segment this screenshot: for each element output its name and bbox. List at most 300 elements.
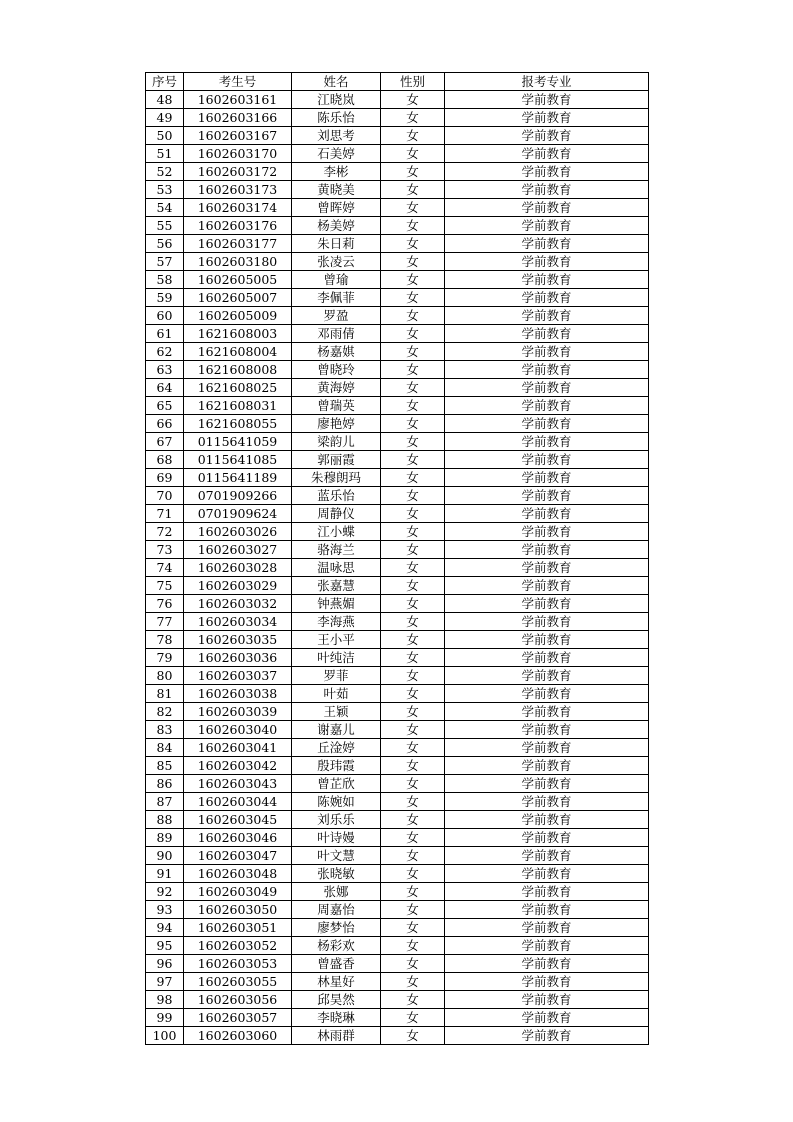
cell-major: 学前教育 [445,919,649,937]
cell-name: 骆海兰 [292,541,381,559]
cell-gender: 女 [381,991,445,1009]
cell-gender: 女 [381,415,445,433]
cell-name: 曾晖婷 [292,199,381,217]
cell-serial: 83 [146,721,184,739]
cell-serial: 87 [146,793,184,811]
cell-name: 廖艳婷 [292,415,381,433]
table-row [146,919,649,937]
cell-major: 学前教育 [445,793,649,811]
cell-major: 学前教育 [445,253,649,271]
cell-exam-id: 1602603052 [184,937,292,955]
cell-serial: 54 [146,199,184,217]
cell-serial: 84 [146,739,184,757]
cell-name: 黄晓美 [292,181,381,199]
table-row [146,217,649,235]
cell-exam-id: 1602603053 [184,955,292,973]
table-row [146,397,649,415]
cell-name: 廖梦怡 [292,919,381,937]
table-row [146,109,649,127]
cell-major: 学前教育 [445,415,649,433]
cell-exam-id: 1602603167 [184,127,292,145]
table-row [146,703,649,721]
cell-exam-id: 1602603027 [184,541,292,559]
cell-serial: 67 [146,433,184,451]
cell-major: 学前教育 [445,541,649,559]
cell-serial: 50 [146,127,184,145]
enrollment-table [145,72,649,1045]
cell-name: 曾瑜 [292,271,381,289]
cell-name: 张凌云 [292,253,381,271]
cell-name: 王颖 [292,703,381,721]
cell-gender: 女 [381,829,445,847]
cell-gender: 女 [381,595,445,613]
cell-name: 张晓敏 [292,865,381,883]
cell-major: 学前教育 [445,883,649,901]
cell-name: 杨彩欢 [292,937,381,955]
cell-major: 学前教育 [445,667,649,685]
cell-gender: 女 [381,289,445,307]
cell-serial: 82 [146,703,184,721]
cell-major: 学前教育 [445,901,649,919]
cell-exam-id: 0115641085 [184,451,292,469]
cell-gender: 女 [381,559,445,577]
table-row [146,937,649,955]
cell-exam-id: 1602603172 [184,163,292,181]
table-row [146,271,649,289]
cell-exam-id: 1602603026 [184,523,292,541]
cell-exam-id: 1602603029 [184,577,292,595]
cell-major: 学前教育 [445,163,649,181]
cell-exam-id: 1602603034 [184,613,292,631]
cell-exam-id: 1602603177 [184,235,292,253]
table-row [146,973,649,991]
cell-exam-id: 0701909624 [184,505,292,523]
cell-major: 学前教育 [445,595,649,613]
cell-exam-id: 1602603173 [184,181,292,199]
cell-gender: 女 [381,271,445,289]
cell-gender: 女 [381,91,445,109]
cell-name: 邓雨倩 [292,325,381,343]
cell-name: 叶诗嫚 [292,829,381,847]
cell-exam-id: 1602603180 [184,253,292,271]
cell-major: 学前教育 [445,505,649,523]
cell-serial: 51 [146,145,184,163]
cell-gender: 女 [381,667,445,685]
cell-major: 学前教育 [445,973,649,991]
cell-name: 张娜 [292,883,381,901]
cell-name: 王小平 [292,631,381,649]
cell-major: 学前教育 [445,577,649,595]
cell-serial: 56 [146,235,184,253]
cell-serial: 96 [146,955,184,973]
cell-major: 学前教育 [445,739,649,757]
cell-serial: 95 [146,937,184,955]
cell-major: 学前教育 [445,811,649,829]
table-row [146,793,649,811]
cell-gender: 女 [381,217,445,235]
cell-major: 学前教育 [445,613,649,631]
cell-exam-id: 1602603174 [184,199,292,217]
cell-name: 林星好 [292,973,381,991]
header-major: 报考专业 [445,73,649,91]
table-row [146,613,649,631]
cell-exam-id: 1621608025 [184,379,292,397]
table-row [146,415,649,433]
cell-gender: 女 [381,343,445,361]
cell-name: 叶茹 [292,685,381,703]
cell-name: 朱日莉 [292,235,381,253]
table-row [146,559,649,577]
cell-exam-id: 1602603042 [184,757,292,775]
cell-major: 学前教育 [445,325,649,343]
cell-gender: 女 [381,181,445,199]
table-row [146,145,649,163]
cell-major: 学前教育 [445,145,649,163]
cell-serial: 80 [146,667,184,685]
cell-serial: 60 [146,307,184,325]
cell-name: 杨美婷 [292,217,381,235]
cell-gender: 女 [381,469,445,487]
cell-gender: 女 [381,253,445,271]
table-row [146,649,649,667]
table-row [146,847,649,865]
cell-gender: 女 [381,145,445,163]
cell-name: 江小蝶 [292,523,381,541]
cell-major: 学前教育 [445,451,649,469]
cell-gender: 女 [381,505,445,523]
cell-exam-id: 1602603161 [184,91,292,109]
table-row [146,253,649,271]
table-row [146,325,649,343]
cell-gender: 女 [381,919,445,937]
cell-name: 殷玮霞 [292,757,381,775]
cell-name: 李彬 [292,163,381,181]
cell-gender: 女 [381,757,445,775]
table-row [146,307,649,325]
cell-exam-id: 1621608008 [184,361,292,379]
cell-exam-id: 1602603035 [184,631,292,649]
table-row [146,235,649,253]
cell-gender: 女 [381,541,445,559]
cell-name: 罗菲 [292,667,381,685]
table-row [146,901,649,919]
cell-name: 曾盛香 [292,955,381,973]
cell-gender: 女 [381,523,445,541]
cell-major: 学前教育 [445,757,649,775]
cell-exam-id: 1602603043 [184,775,292,793]
cell-major: 学前教育 [445,955,649,973]
cell-serial: 81 [146,685,184,703]
table-row [146,757,649,775]
cell-major: 学前教育 [445,235,649,253]
cell-serial: 48 [146,91,184,109]
cell-serial: 74 [146,559,184,577]
table-row [146,181,649,199]
cell-gender: 女 [381,199,445,217]
table-row [146,883,649,901]
cell-exam-id: 0115641189 [184,469,292,487]
header-gender: 性别 [381,73,445,91]
cell-name: 江晓岚 [292,91,381,109]
cell-major: 学前教育 [445,721,649,739]
table-row [146,1009,649,1027]
cell-serial: 66 [146,415,184,433]
cell-serial: 55 [146,217,184,235]
cell-major: 学前教育 [445,937,649,955]
cell-exam-id: 1602603040 [184,721,292,739]
table-row [146,523,649,541]
cell-major: 学前教育 [445,703,649,721]
table-row [146,829,649,847]
cell-exam-id: 1602603050 [184,901,292,919]
cell-gender: 女 [381,847,445,865]
cell-name: 温咏思 [292,559,381,577]
table-row [146,91,649,109]
cell-exam-id: 1621608031 [184,397,292,415]
table-row [146,577,649,595]
cell-serial: 85 [146,757,184,775]
cell-name: 石美婷 [292,145,381,163]
document-sheet [145,72,648,1045]
cell-major: 学前教育 [445,379,649,397]
cell-exam-id: 1602603036 [184,649,292,667]
cell-name: 梁韵儿 [292,433,381,451]
cell-major: 学前教育 [445,469,649,487]
cell-serial: 88 [146,811,184,829]
cell-serial: 52 [146,163,184,181]
cell-name: 周嘉怡 [292,901,381,919]
table-row [146,811,649,829]
cell-gender: 女 [381,811,445,829]
header-exam-id: 考生号 [184,73,292,91]
cell-gender: 女 [381,793,445,811]
table-row [146,379,649,397]
cell-major: 学前教育 [445,397,649,415]
cell-serial: 68 [146,451,184,469]
cell-serial: 61 [146,325,184,343]
cell-major: 学前教育 [445,199,649,217]
cell-major: 学前教育 [445,181,649,199]
cell-major: 学前教育 [445,487,649,505]
table-row [146,433,649,451]
cell-name: 罗盈 [292,307,381,325]
cell-gender: 女 [381,685,445,703]
cell-serial: 71 [146,505,184,523]
cell-exam-id: 1602603039 [184,703,292,721]
cell-name: 陈婉如 [292,793,381,811]
cell-name: 曾瑞英 [292,397,381,415]
cell-serial: 100 [146,1027,184,1045]
cell-serial: 53 [146,181,184,199]
table-row [146,991,649,1009]
cell-serial: 63 [146,361,184,379]
cell-serial: 58 [146,271,184,289]
cell-exam-id: 1602605005 [184,271,292,289]
cell-exam-id: 1602603049 [184,883,292,901]
table-row [146,289,649,307]
cell-serial: 62 [146,343,184,361]
cell-major: 学前教育 [445,217,649,235]
cell-name: 蓝乐怡 [292,487,381,505]
cell-exam-id: 1602603046 [184,829,292,847]
cell-gender: 女 [381,775,445,793]
header-name: 姓名 [292,73,381,91]
table-row [146,127,649,145]
cell-serial: 78 [146,631,184,649]
cell-gender: 女 [381,433,445,451]
cell-major: 学前教育 [445,91,649,109]
table-row [146,451,649,469]
table-row [146,343,649,361]
cell-major: 学前教育 [445,433,649,451]
cell-major: 学前教育 [445,271,649,289]
table-row [146,631,649,649]
cell-gender: 女 [381,649,445,667]
table-body [146,91,649,1045]
cell-exam-id: 1602603028 [184,559,292,577]
cell-exam-id: 1602603051 [184,919,292,937]
table-row [146,1027,649,1045]
cell-major: 学前教育 [445,559,649,577]
cell-exam-id: 1602603056 [184,991,292,1009]
table-row [146,469,649,487]
cell-major: 学前教育 [445,685,649,703]
cell-gender: 女 [381,883,445,901]
cell-major: 学前教育 [445,649,649,667]
cell-gender: 女 [381,307,445,325]
cell-name: 陈乐怡 [292,109,381,127]
table-row [146,865,649,883]
cell-major: 学前教育 [445,109,649,127]
cell-gender: 女 [381,577,445,595]
cell-serial: 69 [146,469,184,487]
cell-major: 学前教育 [445,1027,649,1045]
table-row [146,775,649,793]
cell-gender: 女 [381,631,445,649]
cell-serial: 93 [146,901,184,919]
cell-exam-id: 1602603060 [184,1027,292,1045]
cell-exam-id: 1602603032 [184,595,292,613]
cell-serial: 92 [146,883,184,901]
cell-gender: 女 [381,901,445,919]
cell-gender: 女 [381,865,445,883]
cell-serial: 76 [146,595,184,613]
cell-gender: 女 [381,451,445,469]
table-row [146,739,649,757]
cell-exam-id: 1602603037 [184,667,292,685]
cell-major: 学前教育 [445,847,649,865]
cell-name: 周静仪 [292,505,381,523]
cell-serial: 99 [146,1009,184,1027]
cell-major: 学前教育 [445,991,649,1009]
table-row [146,361,649,379]
cell-gender: 女 [381,739,445,757]
cell-major: 学前教育 [445,361,649,379]
cell-exam-id: 1602603047 [184,847,292,865]
header-row [146,73,649,91]
cell-serial: 97 [146,973,184,991]
cell-serial: 49 [146,109,184,127]
cell-serial: 75 [146,577,184,595]
cell-name: 郭丽霞 [292,451,381,469]
header-serial: 序号 [146,73,184,91]
cell-exam-id: 1602603055 [184,973,292,991]
cell-exam-id: 1602603048 [184,865,292,883]
cell-serial: 65 [146,397,184,415]
cell-exam-id: 1621608003 [184,325,292,343]
table-row [146,199,649,217]
cell-gender: 女 [381,127,445,145]
cell-serial: 64 [146,379,184,397]
cell-name: 杨嘉娸 [292,343,381,361]
cell-major: 学前教育 [445,127,649,145]
cell-name: 李佩菲 [292,289,381,307]
cell-major: 学前教育 [445,289,649,307]
cell-major: 学前教育 [445,775,649,793]
cell-exam-id: 1602603044 [184,793,292,811]
cell-serial: 91 [146,865,184,883]
cell-gender: 女 [381,721,445,739]
cell-name: 曾芷欣 [292,775,381,793]
cell-gender: 女 [381,937,445,955]
cell-gender: 女 [381,955,445,973]
cell-gender: 女 [381,325,445,343]
cell-major: 学前教育 [445,307,649,325]
cell-exam-id: 1602605009 [184,307,292,325]
cell-name: 李海燕 [292,613,381,631]
cell-serial: 79 [146,649,184,667]
cell-major: 学前教育 [445,1009,649,1027]
cell-exam-id: 1602603045 [184,811,292,829]
cell-name: 邱昊然 [292,991,381,1009]
cell-major: 学前教育 [445,343,649,361]
cell-name: 刘乐乐 [292,811,381,829]
cell-major: 学前教育 [445,523,649,541]
cell-name: 刘思考 [292,127,381,145]
cell-gender: 女 [381,613,445,631]
cell-exam-id: 1602603038 [184,685,292,703]
cell-exam-id: 1621608055 [184,415,292,433]
cell-gender: 女 [381,703,445,721]
table-row [146,487,649,505]
cell-gender: 女 [381,487,445,505]
cell-name: 李晓琳 [292,1009,381,1027]
cell-serial: 57 [146,253,184,271]
cell-name: 黄海婷 [292,379,381,397]
cell-name: 谢嘉儿 [292,721,381,739]
cell-exam-id: 0115641059 [184,433,292,451]
cell-serial: 86 [146,775,184,793]
cell-exam-id: 1602603041 [184,739,292,757]
cell-gender: 女 [381,1027,445,1045]
cell-name: 钟燕媚 [292,595,381,613]
cell-name: 叶纯洁 [292,649,381,667]
cell-gender: 女 [381,109,445,127]
cell-serial: 94 [146,919,184,937]
table-row [146,721,649,739]
table-row [146,163,649,181]
cell-gender: 女 [381,397,445,415]
cell-exam-id: 1602603166 [184,109,292,127]
cell-major: 学前教育 [445,865,649,883]
cell-gender: 女 [381,163,445,181]
cell-exam-id: 0701909266 [184,487,292,505]
table-row [146,505,649,523]
cell-serial: 70 [146,487,184,505]
table-row [146,595,649,613]
cell-name: 朱穆朗玛 [292,469,381,487]
cell-serial: 77 [146,613,184,631]
